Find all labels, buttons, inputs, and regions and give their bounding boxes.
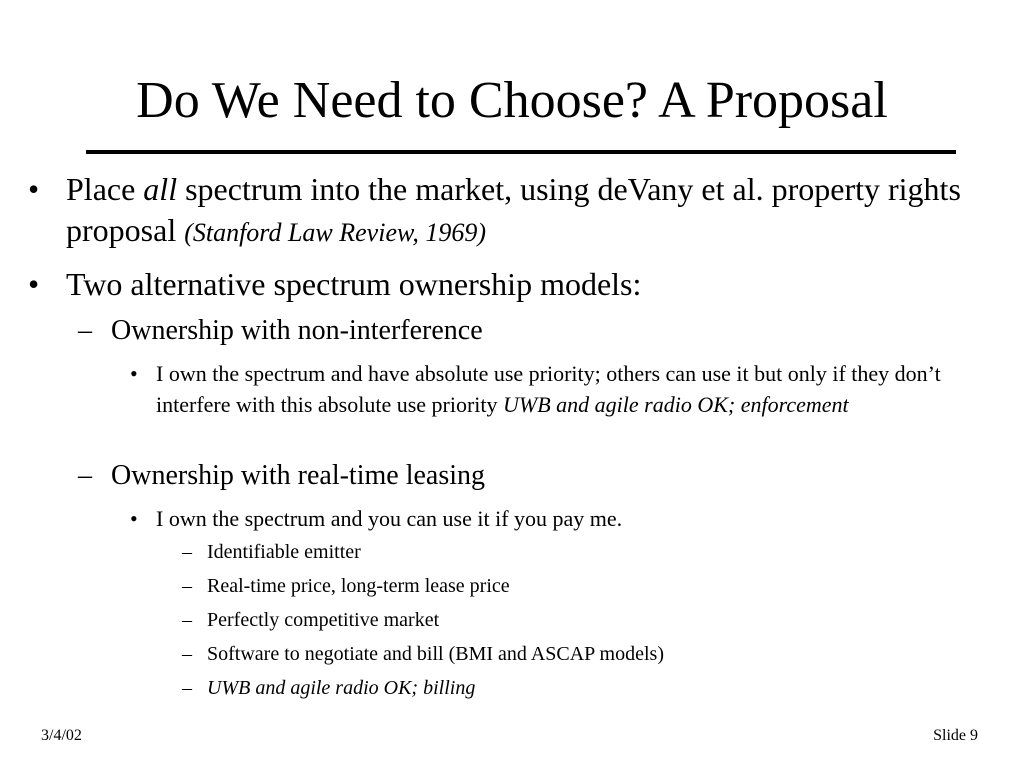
sub-sub-bullet-text: [156, 358, 1001, 420]
footer-slide-number: Slide 9: [933, 727, 978, 744]
bullet-marker: •: [28, 266, 40, 302]
bullet-text-start: Place: [66, 171, 144, 207]
dash-marker: –: [78, 315, 92, 346]
citation: (Stanford Law Review, 1969): [184, 218, 487, 247]
list-item-text: Software to negotiate and bill (BMI and ASCAP models): [207, 643, 664, 665]
dash-marker: –: [182, 643, 192, 665]
dash-marker: –: [182, 609, 192, 631]
priority-emphasis: UWB and agile radio OK; enforcement: [503, 392, 849, 417]
sub-bullet-text: Ownership with real-time leasing: [111, 460, 486, 491]
sub-bullet-text: Ownership with non-interference: [111, 315, 483, 346]
title-divider: [86, 150, 956, 154]
dash-marker: –: [182, 677, 192, 699]
sub-sub-bullet-text: I own the spectrum and you can use it if you pay me.: [156, 506, 623, 531]
emphasis-all: all: [143, 171, 178, 207]
dash-marker: –: [182, 575, 192, 597]
dash-marker: –: [78, 460, 92, 491]
bullet-text: Two alternative spectrum ownership models:: [66, 266, 642, 302]
bullet-marker: •: [130, 361, 138, 386]
priority-text: I own the spectrum and have absolute use priority; others can use it but only if they don’t interfere with this absolute use priority: [156, 361, 941, 417]
list-item-text: Perfectly competitive market: [207, 609, 440, 631]
list-item-text: UWB and agile radio OK; billing: [207, 677, 476, 699]
list-item-text: Real-time price, long-term lease price: [207, 575, 510, 597]
slide-title: Do We Need to Choose? A Proposal: [136, 72, 888, 129]
bullet-text: [66, 169, 966, 253]
bullet-marker: •: [28, 171, 40, 207]
list-item-text: Identifiable emitter: [207, 541, 361, 563]
dash-marker: –: [182, 541, 192, 563]
bullet-marker: •: [130, 506, 138, 531]
bullet-text-rest: spectrum into the market, using deVany et al. property rights proposal: [66, 171, 961, 248]
footer-date: 3/4/02: [41, 727, 82, 744]
